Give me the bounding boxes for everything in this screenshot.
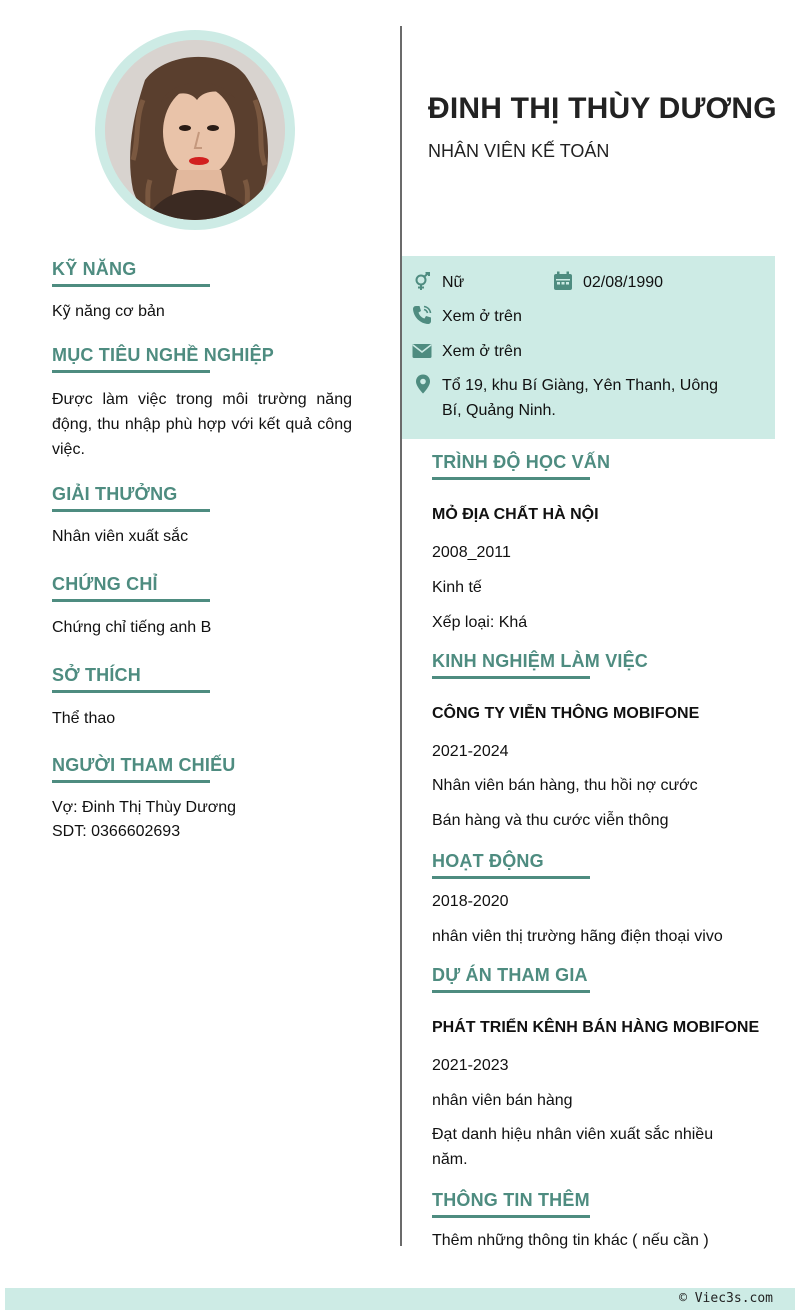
- more-info-section: [432, 1190, 772, 1253]
- references-section: [52, 755, 236, 844]
- item-period: 2021-2023: [432, 1057, 509, 1074]
- item-text: Bán hàng và thu cước viễn thông: [432, 812, 669, 829]
- calendar-icon: [553, 271, 573, 291]
- email-icon: [412, 341, 432, 361]
- section-title: HOẠT ĐỘNG: [432, 851, 590, 879]
- avatar: [105, 40, 285, 220]
- item-title: CÔNG TY VIỄN THÔNG MOBIFONE: [432, 705, 700, 722]
- reference-line: Vợ: Đinh Thị Thùy Dương: [52, 799, 237, 816]
- section-title: GIẢI THƯỞNG: [52, 484, 210, 512]
- item-text: Đạt danh hiệu nhân viên xuất sắc nhiều năm.: [432, 1126, 714, 1168]
- phone-value: Xem ở trên: [442, 308, 522, 325]
- phone-icon: [412, 305, 432, 325]
- objective-section: [52, 345, 352, 462]
- item-period: 2021-2024: [432, 743, 509, 760]
- item-text: Thêm những thông tin khác ( nếu cần ): [432, 1232, 709, 1249]
- item-period: 2008_2011: [432, 544, 511, 561]
- contact-box: [402, 256, 775, 439]
- section-text: Nhân viên xuất sắc: [52, 528, 189, 545]
- section-text: Được làm việc trong môi trường năng động, thu nhập phù hợp với kết quả công việc.: [52, 391, 352, 458]
- section-title: KỸ NĂNG: [52, 259, 210, 287]
- column-divider: [400, 26, 402, 1246]
- address-value: Tổ 19, khu Bí Giàng, Yên Thanh, Uông Bí, Quảng Ninh.: [442, 377, 719, 419]
- activities-section: [432, 851, 772, 949]
- item-title: MỎ ĐỊA CHẤT HÀ NỘI: [432, 506, 599, 523]
- reference-line: SDT: 0366602693: [52, 823, 181, 840]
- item-text: Nhân viên bán hàng, thu hồi nợ cước: [432, 777, 698, 794]
- gender-value: Nữ: [442, 274, 465, 291]
- item-title: PHÁT TRIỂN KÊNH BÁN HÀNG MOBIFONE: [432, 1019, 760, 1036]
- section-title: CHỨNG CHỈ: [52, 574, 210, 602]
- email-value: Xem ở trên: [442, 343, 522, 360]
- item-text: nhân viên bán hàng: [432, 1092, 573, 1109]
- location-icon: [413, 374, 433, 394]
- item-text: Kinh tế: [432, 579, 482, 596]
- projects-section: [432, 965, 772, 1172]
- gender-icon: [412, 272, 432, 292]
- awards-section: [52, 484, 210, 549]
- education-section: [432, 452, 772, 635]
- certificates-section: [52, 574, 211, 640]
- section-text: Thể thao: [52, 710, 116, 727]
- section-text: Kỹ năng cơ bản: [52, 303, 165, 320]
- job-title: NHÂN VIÊN KẾ TOÁN: [428, 141, 610, 161]
- section-text: Chứng chỉ tiếng anh B: [52, 619, 212, 636]
- item-text: nhân viên thị trường hãng điện thoại vivo: [432, 928, 723, 945]
- section-title: MỤC TIÊU NGHỀ NGHIỆP: [52, 345, 210, 373]
- section-title: DỰ ÁN THAM GIA: [432, 965, 590, 993]
- candidate-name: ĐINH THỊ THÙY DƯƠNG: [428, 92, 777, 125]
- copyright-text: © Viec3s.com: [679, 1291, 773, 1306]
- skills-section: [52, 259, 210, 324]
- experience-section: [432, 651, 772, 833]
- item-period: 2018-2020: [432, 893, 509, 910]
- birthday-value: 02/08/1990: [583, 274, 664, 291]
- section-title: NGƯỜI THAM CHIẾU: [52, 755, 210, 783]
- section-title: TRÌNH ĐỘ HỌC VẤN: [432, 452, 590, 480]
- avatar-photo: [105, 40, 285, 220]
- footer-bar: [5, 1288, 795, 1310]
- section-title: KINH NGHIỆM LÀM VIỆC: [432, 651, 590, 679]
- item-text: Xếp loại: Khá: [432, 614, 528, 631]
- hobbies-section: [52, 665, 210, 731]
- section-title: THÔNG TIN THÊM: [432, 1190, 590, 1218]
- section-title: SỞ THÍCH: [52, 665, 210, 693]
